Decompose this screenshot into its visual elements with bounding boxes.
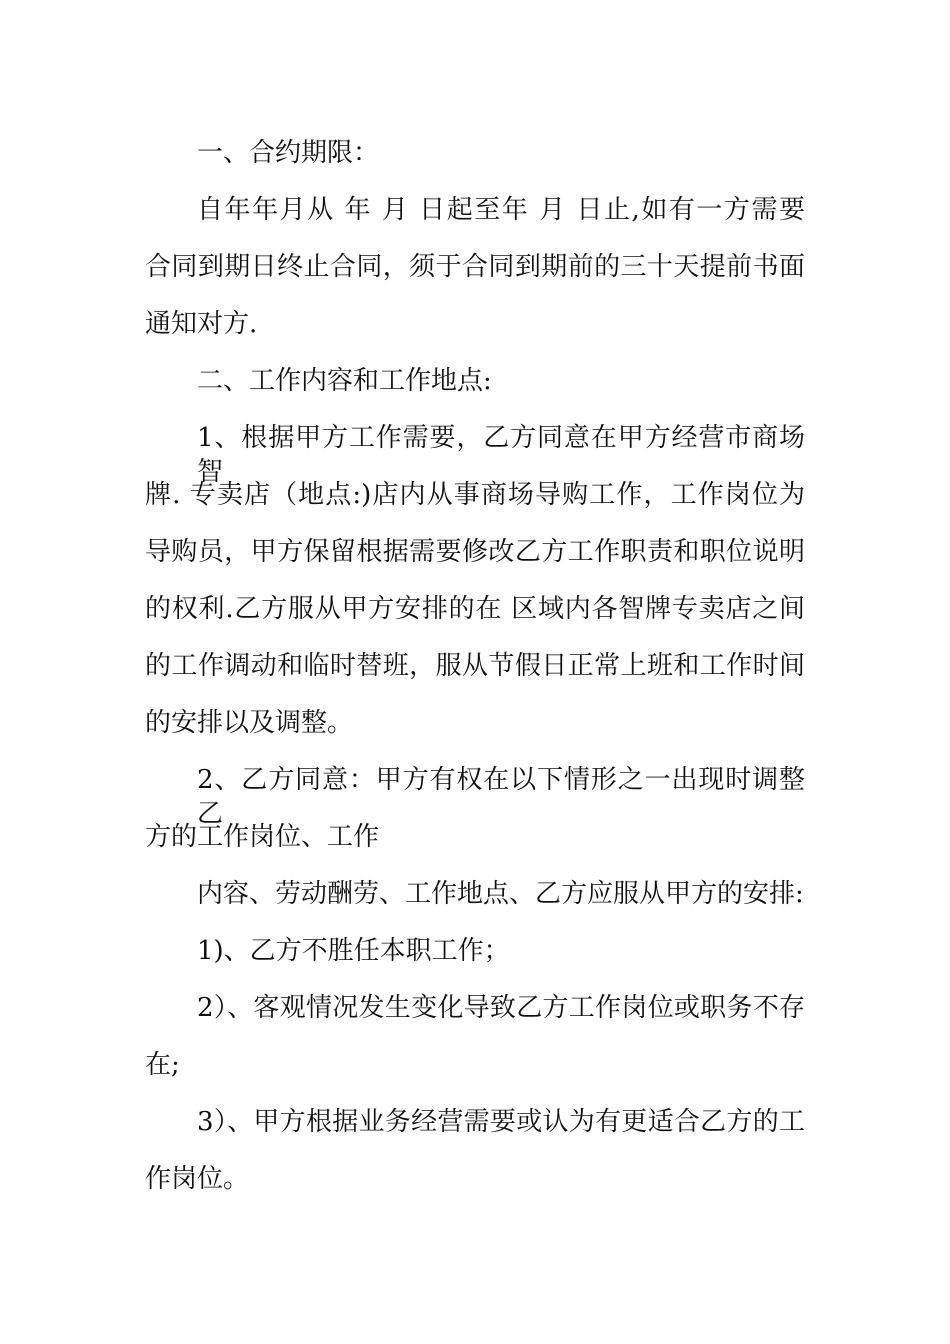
paragraph-line: 方的工作岗位、工作 bbox=[145, 822, 380, 852]
list-item-line: 作岗位。 bbox=[145, 1164, 250, 1194]
list-item-line: 2）、客观情况发生变化导致乙方工作岗位或职务不存 bbox=[197, 993, 805, 1023]
paragraph-line: 1、根据甲方工作需要，乙方同意在甲方经营市商场智 bbox=[197, 423, 805, 487]
paragraph-line: 通知对方. bbox=[145, 309, 258, 339]
section-heading-work-content: 二、工作内容和工作地点: bbox=[197, 366, 492, 396]
paragraph-line: 合同到期日终止合同，须于合同到期前的三十天提前书面 bbox=[145, 252, 805, 282]
paragraph-line: 导购员，甲方保留根据需要修改乙方工作职责和职位说明 bbox=[145, 537, 805, 567]
paragraph-line: 的权利.乙方服从甲方安排的在 区域内各智牌专卖店之间 bbox=[145, 594, 805, 624]
paragraph-line: 的安排以及调整。 bbox=[145, 708, 354, 738]
list-item-line: 1)、乙方不胜任本职工作； bbox=[197, 936, 510, 966]
list-item-line: 3）、甲方根据业务经营需要或认为有更适合乙方的工 bbox=[197, 1107, 805, 1137]
list-item-line: 在; bbox=[145, 1050, 180, 1080]
paragraph-line: 的工作调动和临时替班，服从节假日正常上班和工作时间 bbox=[145, 651, 805, 681]
paragraph-line: 2、乙方同意：甲方有权在以下情形之一出现时调整乙 bbox=[197, 765, 805, 829]
paragraph-line: 内容、劳动酬劳、工作地点、乙方应服从甲方的安排: bbox=[197, 879, 804, 909]
section-heading-contract-term: 一、合约期限： bbox=[197, 138, 380, 168]
paragraph-line: 自年年月从 年 月 日起至年 月 日止,如有一方需要 bbox=[197, 195, 805, 225]
paragraph-line: 牌. 专卖店（地点:)店内从事商场导购工作，工作岗位为 bbox=[145, 480, 805, 510]
